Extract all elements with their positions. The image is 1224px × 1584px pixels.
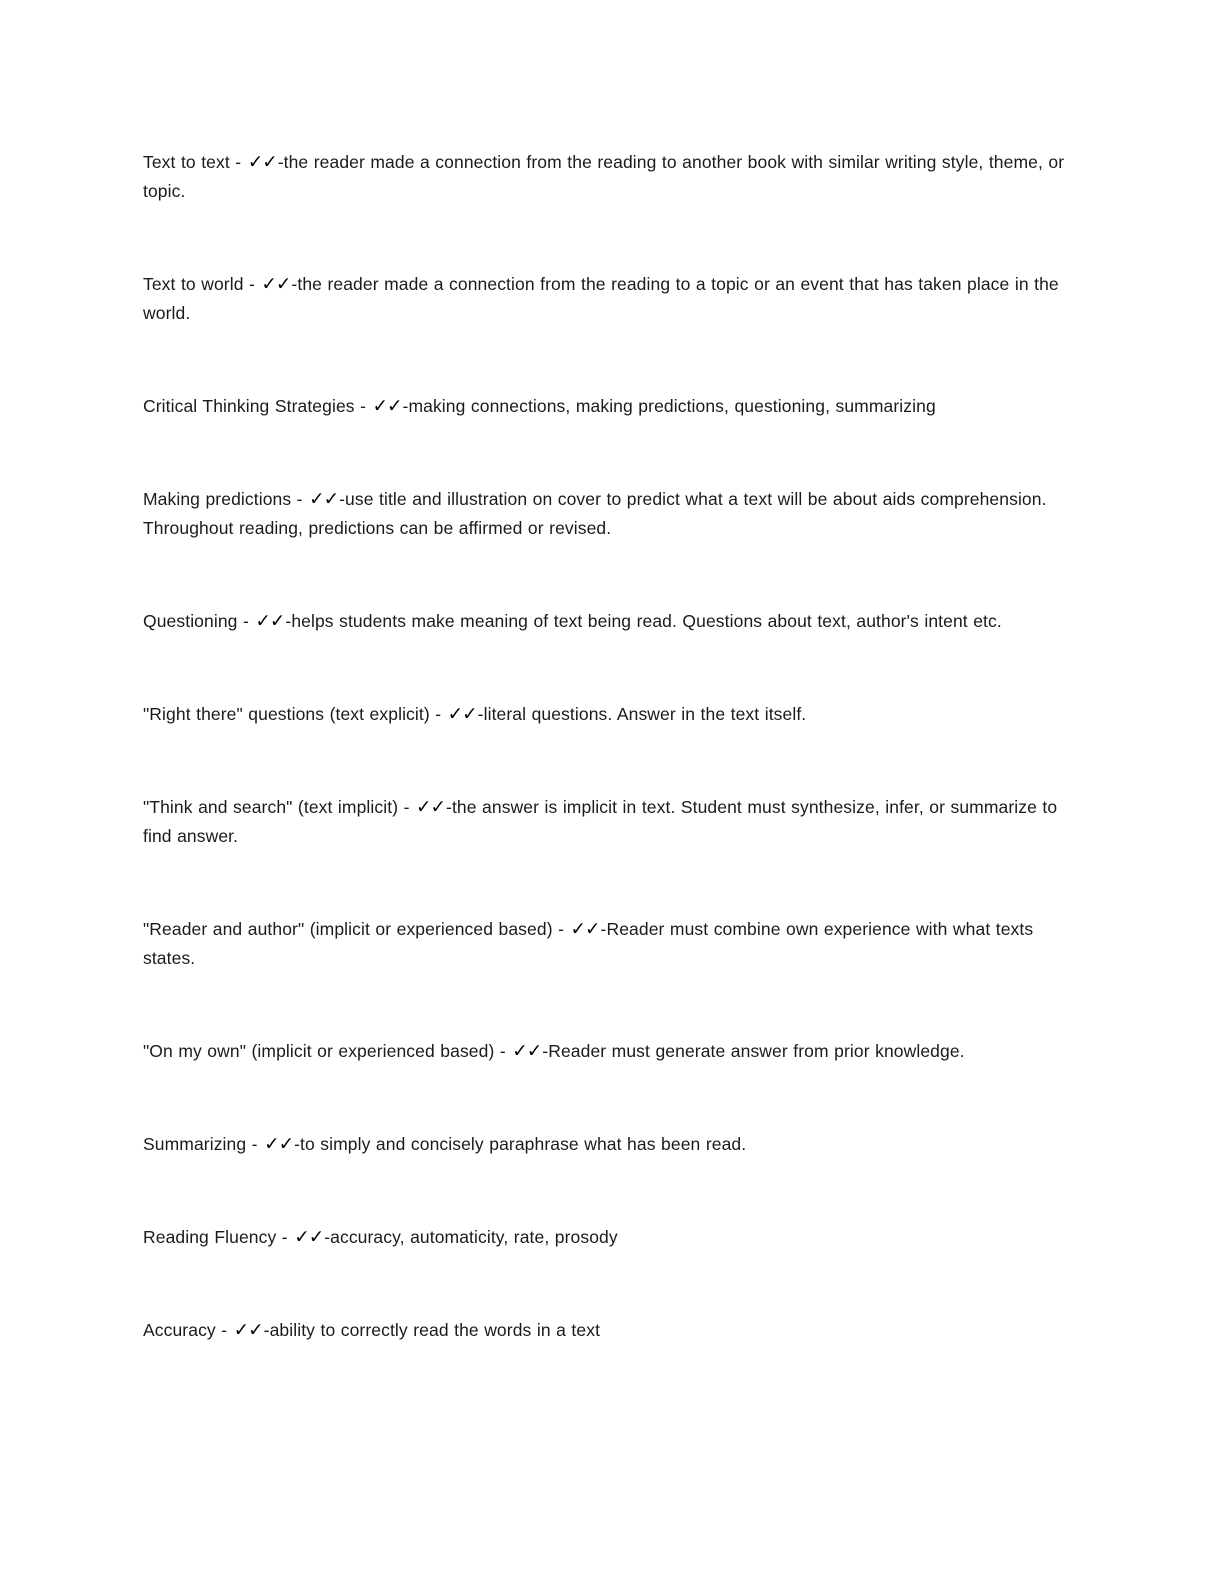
separator-before: - bbox=[243, 274, 261, 294]
separator-after: - bbox=[600, 919, 607, 939]
separator-after: - bbox=[285, 611, 292, 631]
separator-before: - bbox=[237, 611, 255, 631]
separator-before: - bbox=[291, 489, 309, 509]
definition-text: Reader must combine own experience with what texts states. bbox=[143, 919, 1034, 968]
double-checkmark-icon: ✓✓ bbox=[294, 1226, 324, 1247]
term-text: "Think and search" (text implicit) bbox=[143, 797, 399, 817]
definition-text: the reader made a connection from the reading to another book with similar writing style, theme, or topic. bbox=[143, 152, 1065, 201]
separator-after: - bbox=[263, 1320, 270, 1340]
term-text: Text to text bbox=[143, 152, 230, 172]
definition-text: literal questions. Answer in the text itself. bbox=[483, 704, 807, 724]
double-checkmark-icon: ✓✓ bbox=[261, 273, 291, 294]
separator-after: - bbox=[477, 704, 484, 724]
double-checkmark-icon: ✓✓ bbox=[416, 796, 446, 817]
separator-before: - bbox=[215, 1320, 233, 1340]
double-checkmark-icon: ✓✓ bbox=[372, 395, 402, 416]
definition-text: use title and illustration on cover to predict what a text will be about aids comprehension. Throughout reading, predictions can be affirmed or revised. bbox=[143, 489, 1047, 538]
term-text: Critical Thinking Strategies bbox=[143, 396, 355, 416]
definition-entry bbox=[143, 1222, 1084, 1252]
definition-entry bbox=[143, 699, 1084, 729]
term-text: Making predictions bbox=[143, 489, 292, 509]
separator-after: - bbox=[324, 1227, 331, 1247]
term-text: Questioning bbox=[143, 611, 238, 631]
definition-text: to simply and concisely paraphrase what has been read. bbox=[300, 1134, 747, 1154]
definition-entry bbox=[143, 792, 1084, 851]
double-checkmark-icon: ✓✓ bbox=[309, 488, 339, 509]
double-checkmark-icon: ✓✓ bbox=[247, 151, 277, 172]
separator-after: - bbox=[542, 1041, 549, 1061]
separator-after: - bbox=[277, 152, 284, 172]
term-text: Summarizing bbox=[143, 1134, 247, 1154]
double-checkmark-icon: ✓✓ bbox=[512, 1040, 542, 1061]
separator-after: - bbox=[294, 1134, 301, 1154]
definition-entry bbox=[143, 606, 1084, 636]
separator-before: - bbox=[552, 919, 570, 939]
term-text: Accuracy bbox=[143, 1320, 216, 1340]
term-text: Text to world bbox=[143, 274, 244, 294]
definition-text: the reader made a connection from the reading to a topic or an event that has taken place in the world. bbox=[143, 274, 1059, 323]
separator-after: - bbox=[291, 274, 298, 294]
definition-entry bbox=[143, 484, 1084, 543]
definition-entry bbox=[143, 1315, 1084, 1345]
double-checkmark-icon: ✓✓ bbox=[447, 703, 477, 724]
separator-before: - bbox=[494, 1041, 512, 1061]
definition-list bbox=[143, 147, 1084, 1345]
definition-text: Reader must generate answer from prior knowledge. bbox=[548, 1041, 965, 1061]
separator-after: - bbox=[446, 797, 452, 817]
double-checkmark-icon: ✓✓ bbox=[255, 610, 285, 631]
definition-entry bbox=[143, 1129, 1084, 1159]
definition-text: accuracy, automaticity, rate, prosody bbox=[330, 1227, 618, 1247]
separator-before: - bbox=[354, 396, 372, 416]
separator-before: - bbox=[229, 152, 247, 172]
double-checkmark-icon: ✓✓ bbox=[264, 1133, 294, 1154]
definition-text: ability to correctly read the words in a text bbox=[269, 1320, 601, 1340]
double-checkmark-icon: ✓✓ bbox=[233, 1319, 263, 1340]
separator-before: - bbox=[429, 704, 447, 724]
term-text: "Right there" questions (text explicit) bbox=[143, 704, 430, 724]
definition-entry bbox=[143, 914, 1084, 973]
definition-entry bbox=[143, 269, 1084, 328]
definition-text: helps students make meaning of text being read. Questions about text, author's intent etc. bbox=[291, 611, 1002, 631]
separator-after: - bbox=[339, 489, 346, 509]
term-text: Reading Fluency bbox=[143, 1227, 277, 1247]
term-text: "Reader and author" (implicit or experienced based) bbox=[143, 919, 553, 939]
term-text: "On my own" (implicit or experienced based) bbox=[143, 1041, 495, 1061]
definition-text: making connections, making predictions, questioning, summarizing bbox=[408, 396, 936, 416]
definition-text: the answer is implicit in text. Student must synthesize, infer, or summarize to find answer. bbox=[143, 797, 1058, 846]
definition-entry bbox=[143, 147, 1084, 206]
double-checkmark-icon: ✓✓ bbox=[570, 918, 600, 939]
separator-after: - bbox=[402, 396, 409, 416]
definition-entry bbox=[143, 391, 1084, 421]
separator-before: - bbox=[398, 797, 415, 817]
separator-before: - bbox=[276, 1227, 294, 1247]
separator-before: - bbox=[246, 1134, 264, 1154]
definition-entry bbox=[143, 1036, 1084, 1066]
